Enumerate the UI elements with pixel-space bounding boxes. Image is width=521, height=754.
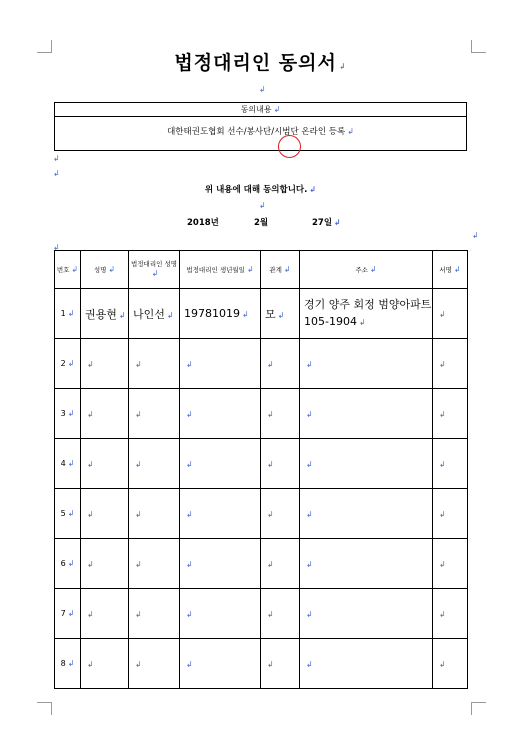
row-name xyxy=(81,289,129,339)
row-number-text: 5 xyxy=(60,509,66,518)
header-relation: 관계 ↲ xyxy=(261,251,300,289)
return-mark-icon: ↲ xyxy=(273,105,281,114)
consent-text-circled: 선수 xyxy=(227,127,244,137)
return-mark-icon: ↲ xyxy=(439,360,446,369)
return-mark-icon: ↲ xyxy=(135,560,142,569)
consent-text-prefix: 대한태권도협회 xyxy=(167,127,228,137)
row-guardian-birth xyxy=(180,589,261,639)
return-mark-icon: ↲ xyxy=(439,410,446,419)
row-name-text: 권용현 xyxy=(85,307,117,321)
row-address xyxy=(300,439,433,489)
row-signature xyxy=(433,339,468,389)
return-mark-icon: ↲ xyxy=(439,560,446,569)
row-guardian-name xyxy=(129,439,180,489)
return-mark-icon: ↲ xyxy=(87,660,94,669)
row-number-text: 8 xyxy=(60,659,66,668)
row-relation xyxy=(261,389,300,439)
return-mark-icon: ↲ xyxy=(186,660,193,669)
row-relation xyxy=(261,339,300,389)
document-title-text: 법정대리인 동의서 xyxy=(174,52,337,74)
row-name xyxy=(81,589,129,639)
return-mark-icon: ↲ xyxy=(135,460,142,469)
return-mark-icon: ↲ xyxy=(135,410,142,419)
row-name xyxy=(81,389,129,439)
table-header-row xyxy=(55,251,468,289)
row-guardian-name xyxy=(129,589,180,639)
row-relation xyxy=(261,289,300,339)
row-address xyxy=(300,639,433,689)
row-name xyxy=(81,439,129,489)
consent-text xyxy=(55,117,466,147)
return-mark-icon: ↲ xyxy=(267,560,274,569)
consent-header-text: 동의내용 xyxy=(240,105,272,114)
return-mark-icon: ↲ xyxy=(306,609,313,619)
row-number xyxy=(55,489,81,539)
row-relation xyxy=(261,539,300,589)
return-mark-icon: ↲ xyxy=(67,359,75,368)
row-number-text: 1 xyxy=(60,309,66,318)
return-mark-icon: ↲ xyxy=(338,61,347,71)
row-number-text: 6 xyxy=(60,559,66,568)
row-number xyxy=(55,289,81,339)
return-mark-icon: ↲ xyxy=(186,410,193,419)
row-relation xyxy=(261,639,300,689)
header-number: 번호 ↲ xyxy=(55,251,81,289)
row-number-text: 3 xyxy=(60,409,66,418)
date-year: 2018년 xyxy=(187,218,219,228)
row-relation xyxy=(261,589,300,639)
return-mark-icon: ↲ xyxy=(87,360,94,369)
return-mark-icon: ↲ xyxy=(186,460,193,469)
row-signature xyxy=(433,539,468,589)
return-mark-icon: ↲ xyxy=(267,460,274,469)
return-mark-icon: ↲ xyxy=(439,610,446,619)
row-address xyxy=(300,339,433,389)
consent-header xyxy=(55,103,466,117)
return-mark-icon: ↲ xyxy=(334,218,341,227)
row-relation xyxy=(261,439,300,489)
return-mark-icon: ↲ xyxy=(135,660,142,669)
return-mark-icon: ↲ xyxy=(53,243,60,252)
return-mark-icon: ↲ xyxy=(166,310,174,320)
return-mark-icon: ↲ xyxy=(67,659,75,668)
row-guardian-name xyxy=(129,389,180,439)
return-mark-icon: ↲ xyxy=(267,360,274,369)
return-mark-icon: ↲ xyxy=(309,185,317,194)
row-guardian-birth xyxy=(180,389,261,439)
return-mark-icon: ↲ xyxy=(67,459,75,468)
row-address xyxy=(300,389,433,439)
row-relation xyxy=(261,489,300,539)
return-mark-icon: ↲ xyxy=(87,510,94,519)
agreement-text: 위 내용에 대해 동의합니다. xyxy=(204,185,308,195)
return-mark-icon: ↲ xyxy=(306,509,313,519)
return-mark-icon: ↲ xyxy=(87,460,94,469)
return-mark-icon: ↲ xyxy=(67,409,75,418)
row-guardian-name xyxy=(129,289,180,339)
date-month: 2월 xyxy=(254,218,269,228)
row-number xyxy=(55,639,81,689)
return-mark-icon: ↲ xyxy=(135,610,142,619)
return-mark-icon: ↲ xyxy=(259,85,266,94)
return-mark-icon: ↲ xyxy=(306,409,313,419)
table-row xyxy=(55,389,468,439)
return-mark-icon: ↲ xyxy=(67,509,75,518)
return-mark-icon: ↲ xyxy=(186,510,193,519)
row-number-text: 4 xyxy=(60,459,66,468)
return-mark-icon: ↲ xyxy=(186,560,193,569)
crop-mark-bottom-right xyxy=(471,702,486,715)
document-title xyxy=(0,48,521,75)
row-number xyxy=(55,339,81,389)
row-guardian-birth xyxy=(180,489,261,539)
row-signature xyxy=(433,289,468,339)
row-guardian-birth-text: 19781019 xyxy=(184,307,240,320)
row-signature xyxy=(433,489,468,539)
row-address xyxy=(300,489,433,539)
return-mark-icon: ↲ xyxy=(53,154,60,163)
return-mark-icon: ↲ xyxy=(306,459,313,469)
table-row xyxy=(55,539,468,589)
row-name xyxy=(81,489,129,539)
return-mark-icon: ↲ xyxy=(439,310,446,319)
header-address: 주소 ↲ xyxy=(300,251,433,289)
table-row xyxy=(55,489,468,539)
row-name xyxy=(81,539,129,589)
row-number xyxy=(55,589,81,639)
row-signature xyxy=(433,389,468,439)
row-address xyxy=(300,539,433,589)
row-signature xyxy=(433,639,468,689)
return-mark-icon: ↲ xyxy=(135,360,142,369)
return-mark-icon: ↲ xyxy=(306,359,313,369)
return-mark-icon: ↲ xyxy=(242,310,249,319)
return-mark-icon: ↲ xyxy=(118,310,126,320)
row-guardian-birth xyxy=(180,439,261,489)
return-mark-icon: ↲ xyxy=(67,309,75,318)
row-number-text: 7 xyxy=(60,609,66,618)
row-number xyxy=(55,439,81,489)
header-guardian-name: 법정대리인 성명↲ xyxy=(129,251,180,289)
return-mark-icon: ↲ xyxy=(267,410,274,419)
return-mark-icon: ↲ xyxy=(67,609,75,618)
row-number-text: 2 xyxy=(60,359,66,368)
header-name: 성명 ↲ xyxy=(81,251,129,289)
return-mark-icon: ↲ xyxy=(277,310,285,320)
row-number xyxy=(55,539,81,589)
row-guardian-birth xyxy=(180,289,261,339)
return-mark-icon: ↲ xyxy=(347,127,354,136)
crop-mark-bottom-left xyxy=(37,702,52,715)
table-row xyxy=(55,589,468,639)
return-mark-icon: ↲ xyxy=(87,560,94,569)
row-guardian-name xyxy=(129,639,180,689)
date-day-text: 27일 xyxy=(312,218,333,228)
row-relation-text: 모 xyxy=(265,307,276,321)
row-guardian-name xyxy=(129,539,180,589)
return-mark-icon: ↲ xyxy=(186,610,193,619)
date-day xyxy=(312,216,341,228)
row-guardian-birth xyxy=(180,339,261,389)
guardian-table xyxy=(54,250,468,689)
return-mark-icon: ↲ xyxy=(267,660,274,669)
red-circle-mark xyxy=(278,135,301,158)
return-mark-icon: ↲ xyxy=(87,410,94,419)
return-mark-icon: ↲ xyxy=(358,318,366,327)
return-mark-icon: ↲ xyxy=(67,559,75,568)
row-guardian-birth xyxy=(180,639,261,689)
return-mark-icon: ↲ xyxy=(306,559,313,569)
return-mark-icon: ↲ xyxy=(267,510,274,519)
table-row xyxy=(55,639,468,689)
row-guardian-name xyxy=(129,489,180,539)
row-address-text: 경기 양주 회정 범양아파트 105-1904 xyxy=(304,298,432,328)
table-row xyxy=(55,339,468,389)
agreement-statement xyxy=(0,183,521,195)
header-guardian-birth: 법정대리인 생년월일 ↲ xyxy=(180,251,261,289)
return-mark-icon: ↲ xyxy=(135,510,142,519)
return-mark-icon: ↲ xyxy=(267,610,274,619)
table-row xyxy=(55,439,468,489)
row-guardian-name xyxy=(129,339,180,389)
consent-box xyxy=(54,102,467,151)
return-mark-icon: ↲ xyxy=(259,201,266,210)
row-guardian-birth xyxy=(180,539,261,589)
consent-text-suffix: /봉사단/시범단 온라인 등록 xyxy=(243,127,346,137)
return-mark-icon: ↲ xyxy=(87,610,94,619)
return-mark-icon: ↲ xyxy=(472,231,479,240)
row-signature xyxy=(433,589,468,639)
table-row xyxy=(55,289,468,339)
row-address xyxy=(300,589,433,639)
return-mark-icon: ↲ xyxy=(53,169,60,178)
return-mark-icon: ↲ xyxy=(439,510,446,519)
return-mark-icon: ↲ xyxy=(306,659,313,669)
row-name xyxy=(81,639,129,689)
return-mark-icon: ↲ xyxy=(439,660,446,669)
return-mark-icon: ↲ xyxy=(186,360,193,369)
header-signature: 서명 ↲ xyxy=(433,251,468,289)
row-address xyxy=(300,289,433,339)
row-number xyxy=(55,389,81,439)
row-name xyxy=(81,339,129,389)
row-signature xyxy=(433,439,468,489)
return-mark-icon: ↲ xyxy=(439,460,446,469)
row-guardian-name-text: 나인선 xyxy=(133,307,165,321)
